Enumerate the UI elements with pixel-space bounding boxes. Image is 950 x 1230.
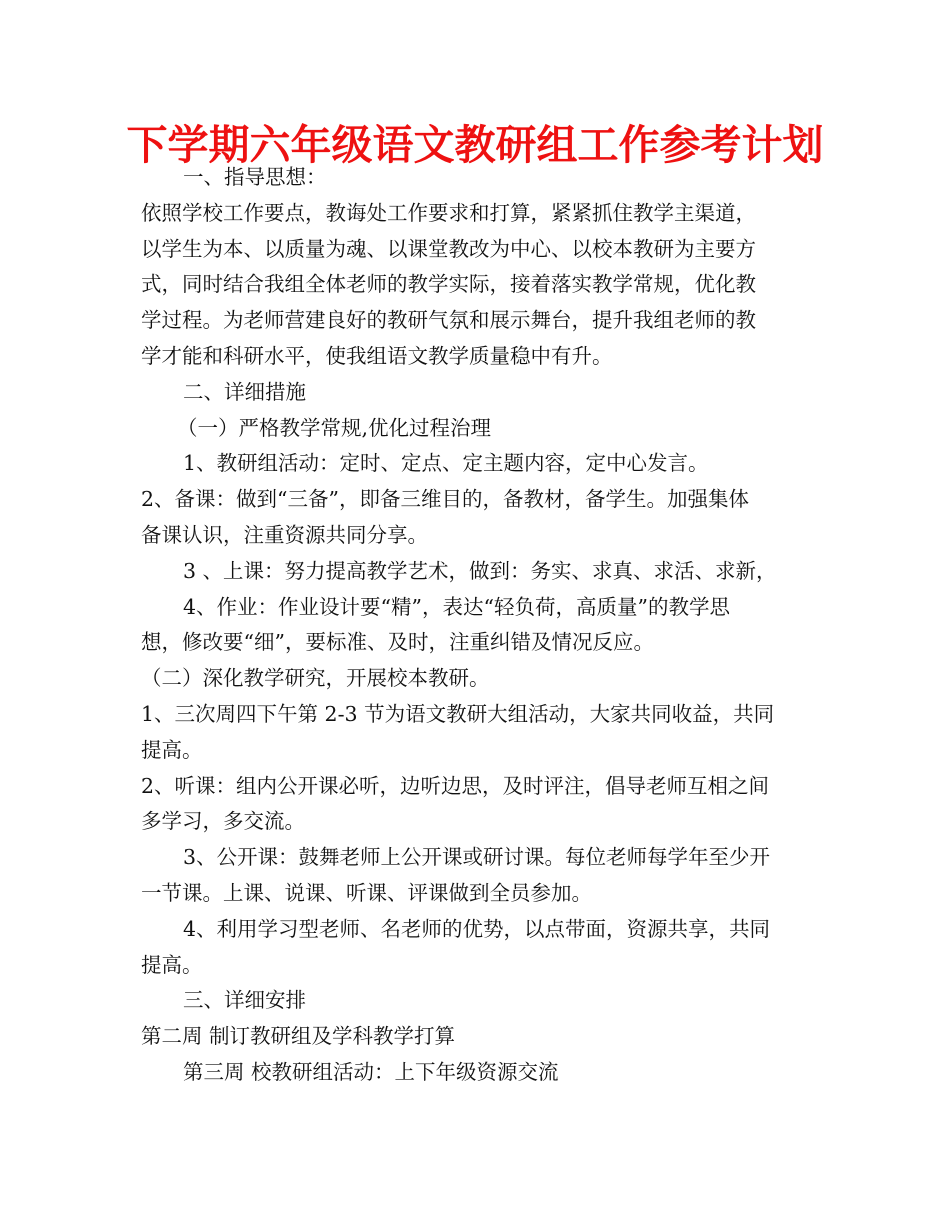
- text-line: （二）深化教学研究，开展校本教研。: [141, 666, 490, 691]
- text-line: 4、利用学习型老师、名老师的优势，以点带面，资源共享，共同: [183, 916, 771, 941]
- text-line: 备课认识，注重资源共同分享。: [141, 522, 428, 547]
- text-line: 1、教研组活动：定时、定点、定主题内容，定中心发言。: [183, 451, 709, 476]
- text-line: 第三周 校教研组活动：上下年级资源交流: [183, 1059, 559, 1084]
- text-line: 2、听课：组内公开课必听，边听边思，及时评注，倡导老师互相之间: [141, 773, 770, 798]
- text-line: 三、详细安排: [183, 988, 306, 1013]
- text-line: 提高。: [141, 737, 203, 762]
- text-line: 第二周 制订教研组及学科教学打算: [141, 1024, 456, 1049]
- text-line: 3、公开课：鼓舞老师上公开课或研讨课。每位老师每学年至少开: [183, 845, 771, 870]
- document-title: 下学期六年级语文教研组工作参考计划: [126, 121, 824, 169]
- text-line: 一节课。上课、说课、听课、评课做到全员参加。: [141, 880, 592, 905]
- text-line: 提高。: [141, 952, 203, 977]
- text-line: 学过程。为老师营建良好的教研气氛和展示舞台，提升我组老师的教: [141, 308, 756, 333]
- text-line: 一、指导思想：: [183, 165, 327, 189]
- text-line: 依照学校工作要点，教诲处工作要求和打算，紧紧抓住教学主渠道，: [141, 200, 756, 225]
- text-line: 式，同时结合我组全体老师的教学实际，接着落实教学常规，优化教: [141, 272, 756, 297]
- text-line: （一）严格教学常规,优化过程治理: [177, 415, 492, 440]
- text-line: 3 、上课：努力提高教学艺术，做到：务实、求真、求活、求新，: [183, 558, 777, 583]
- text-line: 多学习，多交流。: [141, 809, 305, 834]
- text-line: 想，修改要“细”，要标准、及时，注重纠错及情况反应。: [141, 630, 654, 655]
- text-line: 学才能和科研水平，使我组语文教学质量稳中有升。: [141, 343, 613, 368]
- text-line: 4、作业：作业设计要“精”，表达“轻负荷，高质量”的教学思: [183, 594, 730, 619]
- text-line: 2、备课：做到“三备”，即备三维目的，备教材，备学生。加强集体: [141, 487, 750, 512]
- text-line: 1、三次周四下午第 2-3 节为语文教研大组活动，大家共同收益，共同: [141, 701, 775, 726]
- text-line: 二、详细措施: [183, 379, 306, 404]
- text-line: 以学生为本、以质量为魂、以课堂教改为中心、以校本教研为主要方: [141, 236, 756, 261]
- document-body: [141, 160, 811, 1091]
